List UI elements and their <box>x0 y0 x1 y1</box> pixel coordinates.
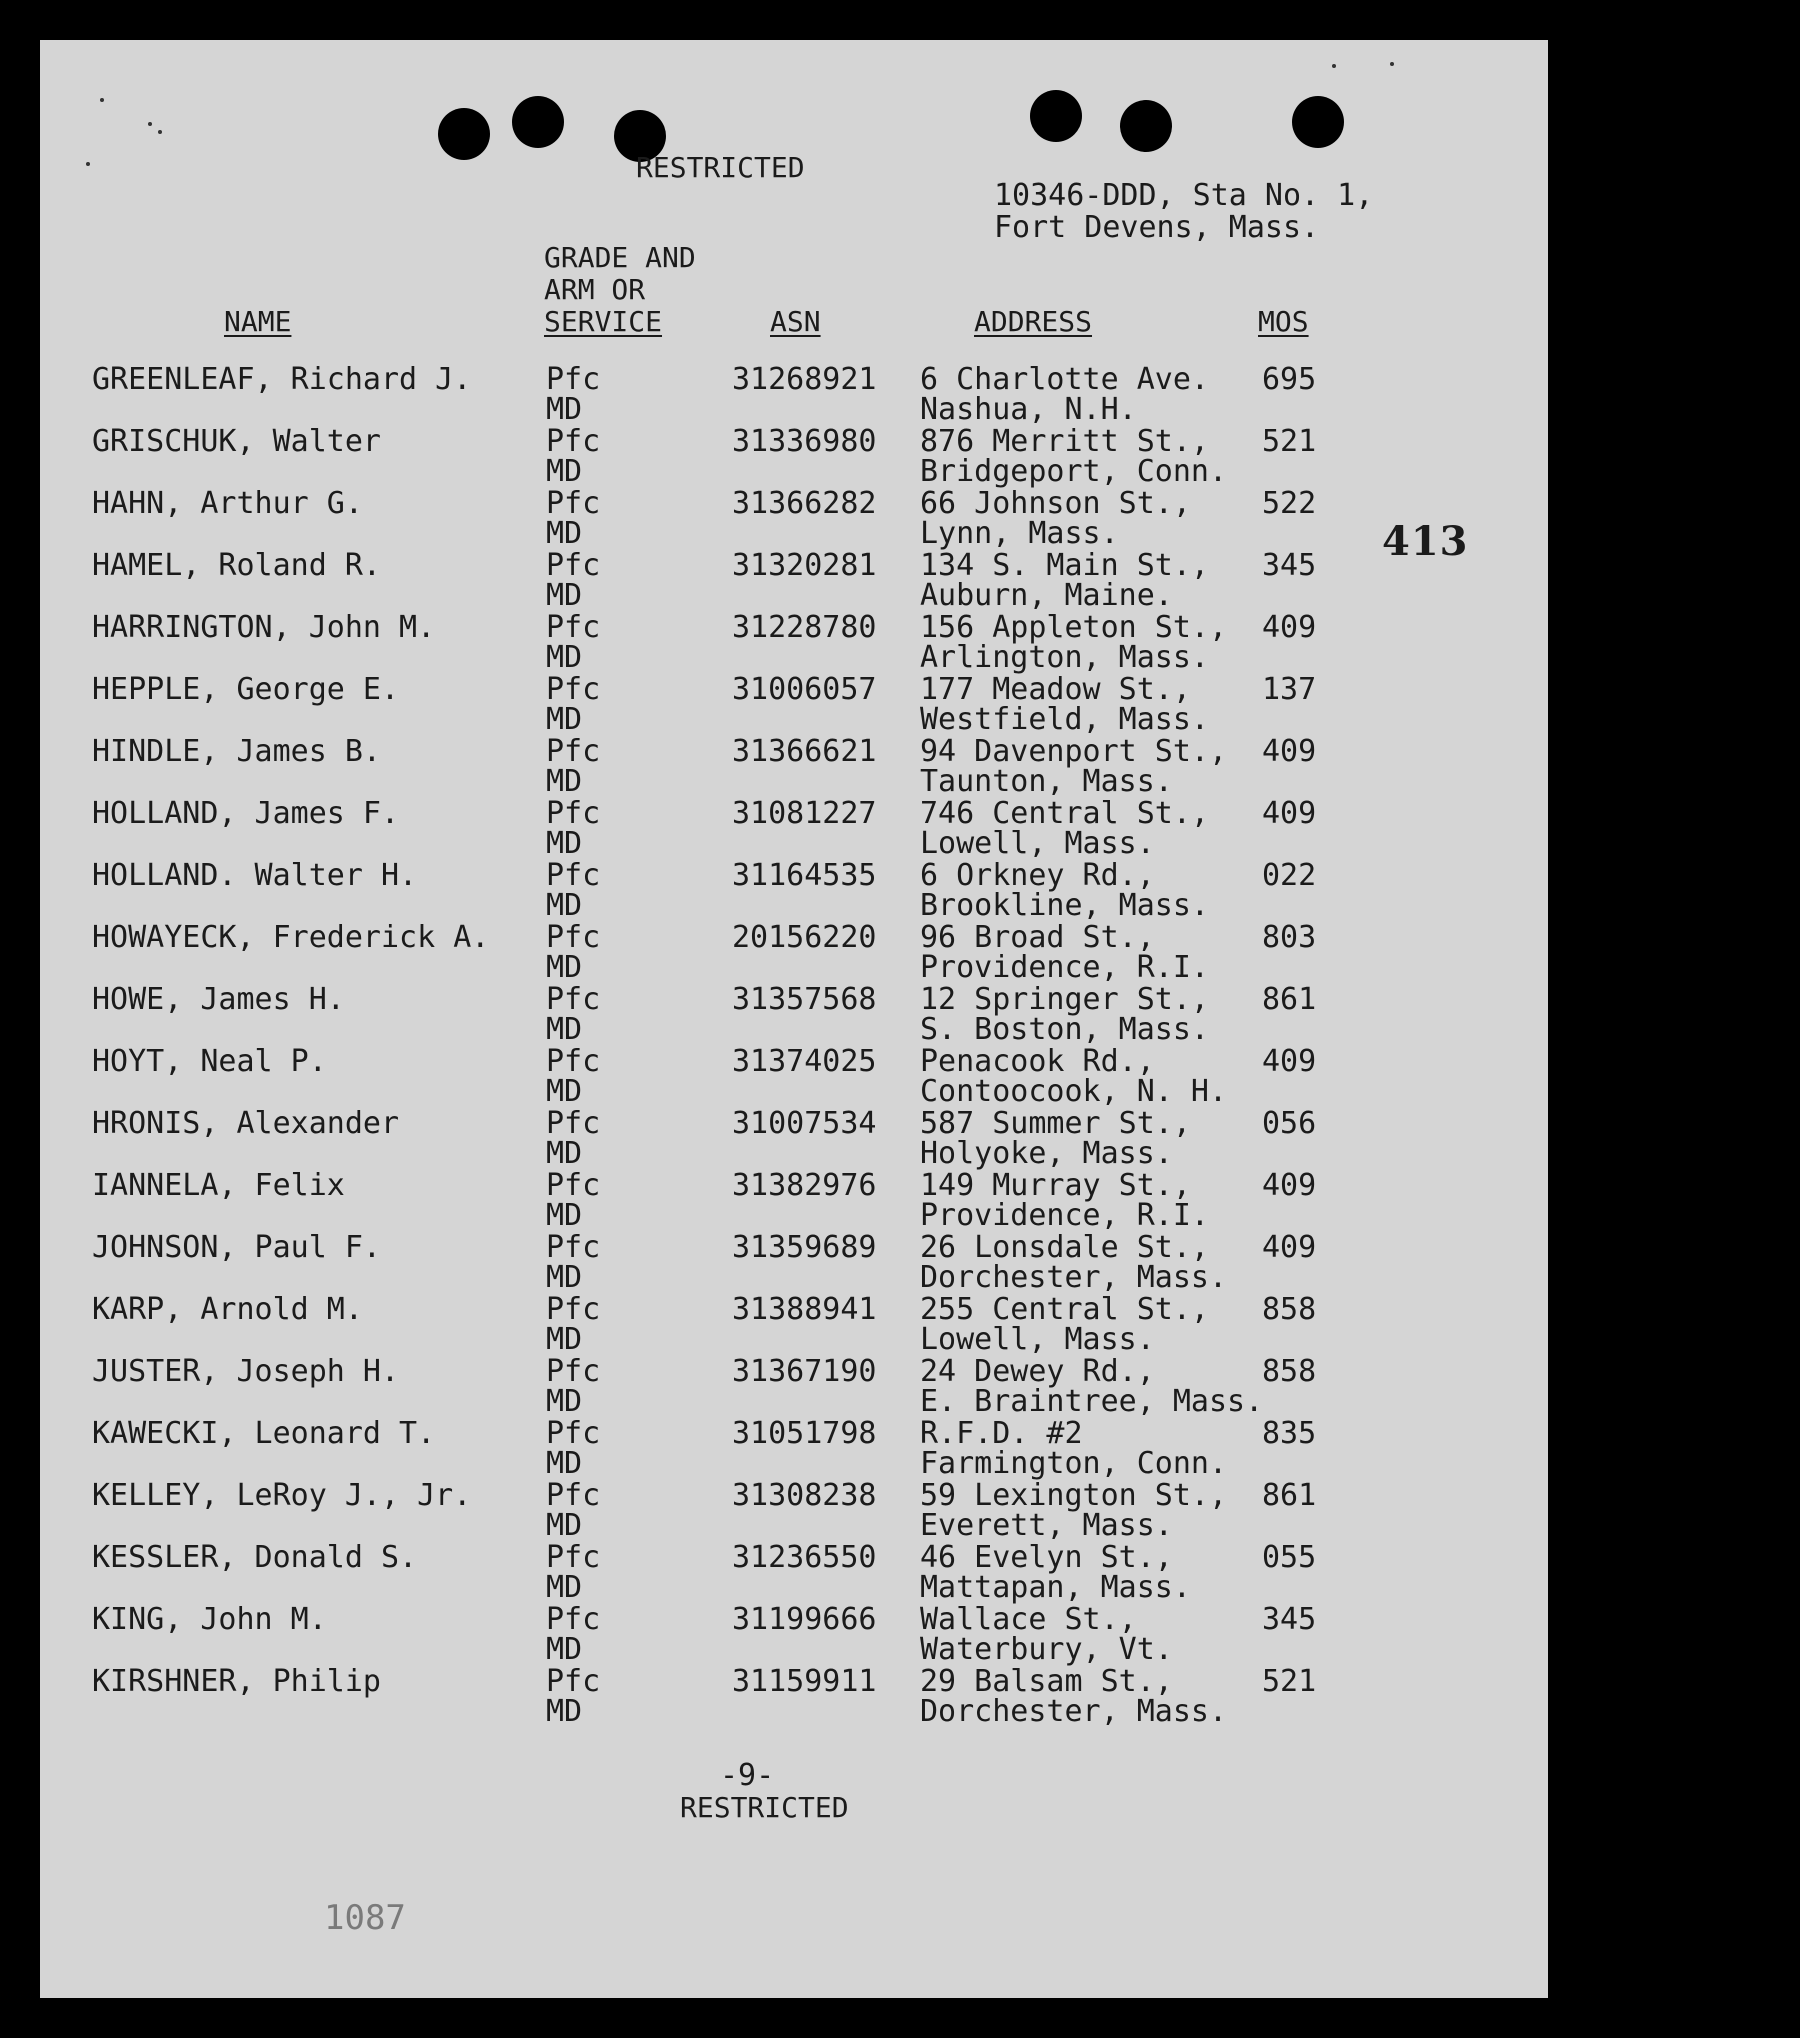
asn-cell: 31007534 <box>732 1106 877 1141</box>
asn-cell: 31366282 <box>732 486 877 521</box>
name-cell: KESSLER, Donald S. <box>92 1540 418 1575</box>
asn-cell: 31359689 <box>732 1230 877 1265</box>
address-line2-cell: Providence, R.I. <box>920 950 1209 985</box>
address-line1-cell: 156 Appleton St., <box>920 610 1228 645</box>
address-line2-cell: Bridgeport, Conn. <box>920 454 1228 489</box>
grade-cell: Pfc <box>546 362 601 397</box>
asn-cell: 31199666 <box>732 1602 877 1637</box>
service-cell: MD <box>546 516 583 551</box>
address-line1-cell: Wallace St., <box>920 1602 1137 1637</box>
name-cell: HOYT, Neal P. <box>92 1044 327 1079</box>
mos-cell: 022 <box>1262 858 1317 893</box>
address-line2-cell: Brookline, Mass. <box>920 888 1209 923</box>
column-header-grade-line1: GRADE AND <box>544 241 696 274</box>
column-header-address: ADDRESS <box>974 305 1093 338</box>
column-header-grade-line3: SERVICE <box>544 305 663 338</box>
asn-cell: 31268921 <box>732 362 877 397</box>
asn-cell: 31051798 <box>732 1416 877 1451</box>
mos-cell: 409 <box>1262 1168 1317 1203</box>
classification-bottom: RESTRICTED <box>680 1791 849 1824</box>
service-cell: MD <box>546 1074 583 1109</box>
asn-cell: 31006057 <box>732 672 877 707</box>
address-line2-cell: Arlington, Mass. <box>920 640 1209 675</box>
unit-line-1: 10346-DDD, Sta No. 1, <box>994 178 1374 213</box>
mos-cell: 345 <box>1262 1602 1317 1637</box>
asn-cell: 31388941 <box>732 1292 877 1327</box>
address-line1-cell: 255 Central St., <box>920 1292 1209 1327</box>
mos-cell: 858 <box>1262 1354 1317 1389</box>
address-line1-cell: 94 Davenport St., <box>920 734 1228 769</box>
service-cell: MD <box>546 1508 583 1543</box>
speck <box>148 122 152 126</box>
address-line1-cell: 587 Summer St., <box>920 1106 1191 1141</box>
address-line1-cell: 746 Central St., <box>920 796 1209 831</box>
asn-cell: 31164535 <box>732 858 877 893</box>
address-line2-cell: Lowell, Mass. <box>920 826 1155 861</box>
mos-cell: 055 <box>1262 1540 1317 1575</box>
mos-cell: 858 <box>1262 1292 1317 1327</box>
asn-cell: 31382976 <box>732 1168 877 1203</box>
address-line1-cell: Penacook Rd., <box>920 1044 1155 1079</box>
service-cell: MD <box>546 1694 583 1729</box>
asn-cell: 31236550 <box>732 1540 877 1575</box>
address-line2-cell: Everett, Mass. <box>920 1508 1173 1543</box>
service-cell: MD <box>546 764 583 799</box>
name-cell: HOLLAND, James F. <box>92 796 400 831</box>
grade-cell: Pfc <box>546 734 601 769</box>
name-cell: JOHNSON, Paul F. <box>92 1230 381 1265</box>
address-line1-cell: 6 Orkney Rd., <box>920 858 1155 893</box>
grade-cell: Pfc <box>546 548 601 583</box>
grade-cell: Pfc <box>546 1602 601 1637</box>
name-cell: HOWE, James H. <box>92 982 345 1017</box>
grade-cell: Pfc <box>546 1044 601 1079</box>
address-line2-cell: E. Braintree, Mass. <box>920 1384 1264 1419</box>
mos-cell: 409 <box>1262 1044 1317 1079</box>
service-cell: MD <box>546 392 583 427</box>
name-cell: JUSTER, Joseph H. <box>92 1354 400 1389</box>
mos-cell: 345 <box>1262 548 1317 583</box>
speck <box>86 162 90 166</box>
address-line2-cell: Waterbury, Vt. <box>920 1632 1173 1667</box>
name-cell: HINDLE, James B. <box>92 734 381 769</box>
classification-top: RESTRICTED <box>636 151 805 184</box>
address-line2-cell: Dorchester, Mass. <box>920 1260 1228 1295</box>
punch-hole <box>1292 96 1344 148</box>
name-cell: GREENLEAF, Richard J. <box>92 362 472 397</box>
speck <box>100 98 104 102</box>
service-cell: MD <box>546 1260 583 1295</box>
name-cell: HAHN, Arthur G. <box>92 486 363 521</box>
service-cell: MD <box>546 640 583 675</box>
mos-cell: 409 <box>1262 796 1317 831</box>
asn-cell: 31308238 <box>732 1478 877 1513</box>
grade-cell: Pfc <box>546 424 601 459</box>
asn-cell: 31228780 <box>732 610 877 645</box>
grade-cell: Pfc <box>546 672 601 707</box>
address-line2-cell: Farmington, Conn. <box>920 1446 1228 1481</box>
mos-cell: 521 <box>1262 424 1317 459</box>
column-header-grade-line2: ARM OR <box>544 273 646 306</box>
address-line2-cell: Holyoke, Mass. <box>920 1136 1173 1171</box>
name-cell: HOWAYECK, Frederick A. <box>92 920 490 955</box>
asn-cell: 31366621 <box>732 734 877 769</box>
service-cell: MD <box>546 702 583 737</box>
service-cell: MD <box>546 1446 583 1481</box>
address-line1-cell: 12 Springer St., <box>920 982 1209 1017</box>
name-cell: KING, John M. <box>92 1602 327 1637</box>
speck <box>158 130 162 134</box>
address-line2-cell: S. Boston, Mass. <box>920 1012 1209 1047</box>
mos-cell: 409 <box>1262 734 1317 769</box>
address-line2-cell: Auburn, Maine. <box>920 578 1173 613</box>
name-cell: KELLEY, LeRoy J., Jr. <box>92 1478 472 1513</box>
service-cell: MD <box>546 1384 583 1419</box>
mos-cell: 861 <box>1262 1478 1317 1513</box>
mos-cell: 695 <box>1262 362 1317 397</box>
name-cell: KIRSHNER, Philip <box>92 1664 381 1699</box>
mos-cell: 409 <box>1262 1230 1317 1265</box>
column-header-asn: ASN <box>770 305 821 338</box>
mos-cell: 861 <box>1262 982 1317 1017</box>
page-stamp-number: 413 <box>1382 518 1469 565</box>
address-line2-cell: Dorchester, Mass. <box>920 1694 1228 1729</box>
grade-cell: Pfc <box>546 1416 601 1451</box>
service-cell: MD <box>546 1570 583 1605</box>
grade-cell: Pfc <box>546 610 601 645</box>
address-line1-cell: 26 Lonsdale St., <box>920 1230 1209 1265</box>
faint-handwritten-number: 1087 <box>324 1898 406 1938</box>
address-line2-cell: Mattapan, Mass. <box>920 1570 1191 1605</box>
address-line1-cell: 29 Balsam St., <box>920 1664 1173 1699</box>
address-line2-cell: Lynn, Mass. <box>920 516 1119 551</box>
address-line1-cell: 177 Meadow St., <box>920 672 1191 707</box>
address-line1-cell: 6 Charlotte Ave. <box>920 362 1209 397</box>
address-line2-cell: Providence, R.I. <box>920 1198 1209 1233</box>
service-cell: MD <box>546 1198 583 1233</box>
service-cell: MD <box>546 578 583 613</box>
name-cell: HOLLAND. Walter H. <box>92 858 418 893</box>
grade-cell: Pfc <box>546 920 601 955</box>
name-cell: HARRINGTON, John M. <box>92 610 436 645</box>
grade-cell: Pfc <box>546 796 601 831</box>
address-line1-cell: 59 Lexington St., <box>920 1478 1228 1513</box>
punch-hole <box>438 108 490 160</box>
service-cell: MD <box>546 950 583 985</box>
address-line2-cell: Contoocook, N. H. <box>920 1074 1228 1109</box>
grade-cell: Pfc <box>546 1168 601 1203</box>
service-cell: MD <box>546 1136 583 1171</box>
grade-cell: Pfc <box>546 1540 601 1575</box>
page-number: -9- <box>720 1758 775 1793</box>
mos-cell: 521 <box>1262 1664 1317 1699</box>
punch-hole <box>1120 100 1172 152</box>
name-cell: IANNELA, Felix <box>92 1168 345 1203</box>
punch-hole <box>512 96 564 148</box>
name-cell: KAWECKI, Leonard T. <box>92 1416 436 1451</box>
unit-line-2: Fort Devens, Mass. <box>994 210 1320 245</box>
asn-cell: 31336980 <box>732 424 877 459</box>
column-header-mos: MOS <box>1258 305 1309 338</box>
grade-cell: Pfc <box>546 1478 601 1513</box>
address-line2-cell: Lowell, Mass. <box>920 1322 1155 1357</box>
document-page <box>40 40 1548 1998</box>
mos-cell: 803 <box>1262 920 1317 955</box>
grade-cell: Pfc <box>546 858 601 893</box>
column-header-name: NAME <box>224 305 292 338</box>
asn-cell: 31159911 <box>732 1664 877 1699</box>
address-line1-cell: 96 Broad St., <box>920 920 1155 955</box>
mos-cell: 409 <box>1262 610 1317 645</box>
service-cell: MD <box>546 888 583 923</box>
address-line1-cell: 149 Murray St., <box>920 1168 1191 1203</box>
service-cell: MD <box>546 454 583 489</box>
mos-cell: 137 <box>1262 672 1317 707</box>
mos-cell: 835 <box>1262 1416 1317 1451</box>
service-cell: MD <box>546 1632 583 1667</box>
asn-cell: 31374025 <box>732 1044 877 1079</box>
speck <box>1390 62 1394 66</box>
name-cell: HRONIS, Alexander <box>92 1106 400 1141</box>
mos-cell: 056 <box>1262 1106 1317 1141</box>
address-line1-cell: 24 Dewey Rd., <box>920 1354 1155 1389</box>
mos-cell: 522 <box>1262 486 1317 521</box>
asn-cell: 20156220 <box>732 920 877 955</box>
grade-cell: Pfc <box>546 486 601 521</box>
address-line1-cell: R.F.D. #2 <box>920 1416 1083 1451</box>
grade-cell: Pfc <box>546 1664 601 1699</box>
address-line1-cell: 46 Evelyn St., <box>920 1540 1173 1575</box>
asn-cell: 31357568 <box>732 982 877 1017</box>
address-line2-cell: Taunton, Mass. <box>920 764 1173 799</box>
service-cell: MD <box>546 826 583 861</box>
grade-cell: Pfc <box>546 1354 601 1389</box>
name-cell: KARP, Arnold M. <box>92 1292 363 1327</box>
address-line2-cell: Nashua, N.H. <box>920 392 1137 427</box>
address-line1-cell: 66 Johnson St., <box>920 486 1191 521</box>
punch-hole <box>1030 90 1082 142</box>
asn-cell: 31367190 <box>732 1354 877 1389</box>
grade-cell: Pfc <box>546 1106 601 1141</box>
address-line1-cell: 134 S. Main St., <box>920 548 1209 583</box>
grade-cell: Pfc <box>546 1230 601 1265</box>
grade-cell: Pfc <box>546 1292 601 1327</box>
asn-cell: 31320281 <box>732 548 877 583</box>
grade-cell: Pfc <box>546 982 601 1017</box>
name-cell: HEPPLE, George E. <box>92 672 400 707</box>
address-line1-cell: 876 Merritt St., <box>920 424 1209 459</box>
speck <box>1332 64 1336 68</box>
service-cell: MD <box>546 1012 583 1047</box>
service-cell: MD <box>546 1322 583 1357</box>
name-cell: GRISCHUK, Walter <box>92 424 381 459</box>
name-cell: HAMEL, Roland R. <box>92 548 381 583</box>
asn-cell: 31081227 <box>732 796 877 831</box>
address-line2-cell: Westfield, Mass. <box>920 702 1209 737</box>
